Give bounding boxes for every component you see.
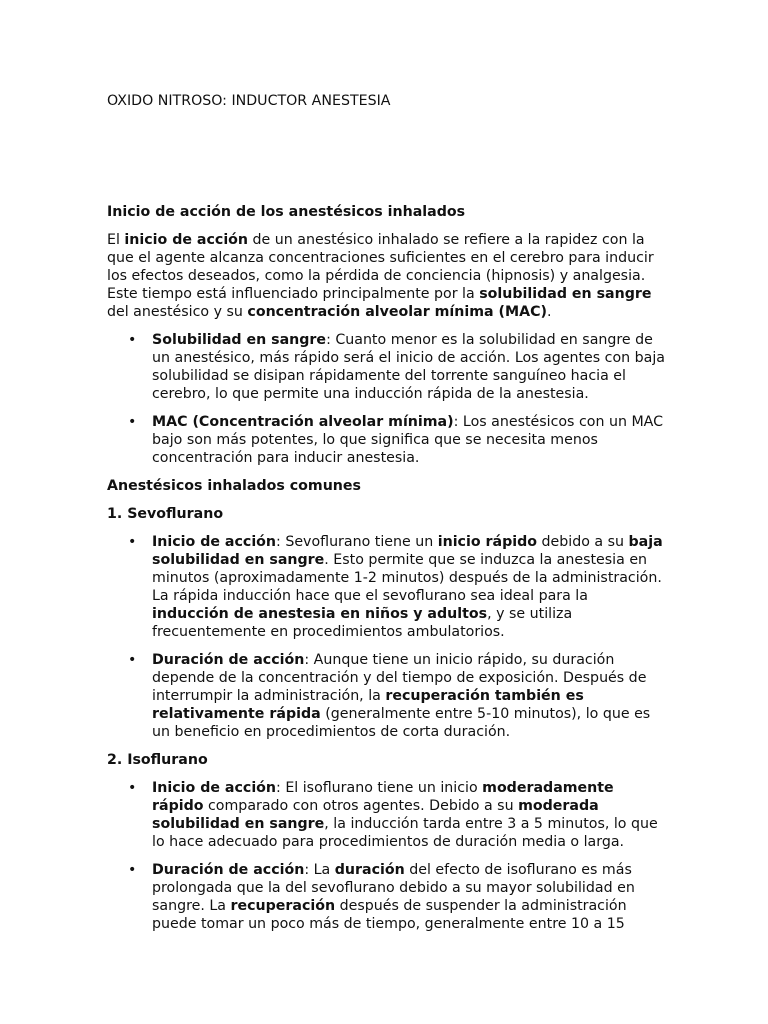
text-run: comparado con otros agentes. Debido a su — [203, 798, 519, 814]
text-run: : Cuanto menor es la solubilidad en sangre de un anestésico, más rápido será el inicio de acción. Los agentes con baja solubilidad se disipan rápidamente del torrente sanguíneo hacia el cerebro, lo que permite una inducción rápida de la anestesia. — [152, 332, 665, 402]
bold-text-run: MAC (Concentración alveolar mínima) — [152, 414, 454, 430]
text-run: : El isoflurano tiene un inicio — [276, 780, 483, 796]
section-heading-comunes: Anestésicos inhalados comunes — [107, 478, 361, 494]
bullet-icon: • — [128, 862, 137, 878]
text-run: . Esto permite que se induzca la anestesia en minutos (aproximadamente 1-2 minutos) después de la administración. La rápida inducción hace que el sevoflurano sea ideal para la — [152, 552, 662, 604]
text-run: de un anestésico inhalado se refiere a la rapidez con la que el agente alcanza concentraciones suficientes en el cerebro para inducir los efectos deseados, como la pérdida de conciencia (hipnosis) y analgesia. Este tiempo está influenciado principalmente por la — [107, 232, 654, 302]
bullet-list-isoflurano — [107, 779, 667, 933]
list-item — [128, 861, 667, 933]
bold-text-run: solubilidad en sangre — [479, 286, 652, 302]
bold-text-run: Inicio de acción — [152, 780, 277, 796]
bold-text-run: inicio rápido — [437, 534, 538, 550]
bullet-list-factors — [107, 331, 667, 467]
bold-text-run: Inicio de acción — [152, 534, 277, 550]
bullet-icon: • — [128, 780, 137, 796]
bold-text-run: concentración alveolar mínima (MAC) — [247, 304, 548, 320]
document-body — [107, 203, 667, 943]
list-item — [128, 651, 667, 741]
subheading-isoflurano: 2. Isoflurano — [107, 752, 208, 768]
list-item — [128, 413, 667, 467]
bold-text-run: recuperación también es relativamente rápida — [152, 688, 584, 722]
list-item — [128, 779, 667, 851]
section-heading-inicio: Inicio de acción de los anestésicos inhalados — [107, 204, 466, 220]
text-run: El — [107, 232, 125, 248]
intro-paragraph — [107, 231, 667, 321]
bold-text-run: Duración de acción — [152, 862, 305, 878]
bold-text-run: moderadamente rápido — [152, 780, 614, 814]
text-run: : La — [304, 862, 335, 878]
text-run: : Aunque tiene un inicio rápido, su duración depende de la concentración y del tiempo de exposición. Después de interrumpir la administración, la — [152, 652, 647, 704]
bullet-icon: • — [128, 414, 137, 430]
document-title: OXIDO NITROSO: INDUCTOR ANESTESIA — [107, 93, 391, 109]
bold-text-run: recuperación — [230, 898, 336, 914]
bullet-icon: • — [128, 534, 137, 550]
list-item — [128, 533, 667, 641]
text-run: , la inducción tarda entre 3 a 5 minutos, lo que lo hace adecuado para procedimientos de duración media o larga. — [152, 816, 658, 850]
text-run: , y se utiliza frecuentemente en procedimientos ambulatorios. — [152, 606, 573, 640]
list-item — [128, 331, 667, 403]
bold-text-run: duración — [334, 862, 405, 878]
bullet-list-sevoflurano — [107, 533, 667, 741]
text-run: del efecto de isoflurano es más prolongada que la del sevoflurano debido a su mayor solubilidad en sangre. La — [152, 862, 635, 914]
text-run: : Los anestésicos con un MAC bajo son más potentes, lo que significa que se necesita menos concentración para inducir anestesia. — [152, 414, 664, 466]
bold-text-run: moderada solubilidad en sangre — [152, 798, 599, 832]
bold-text-run: Solubilidad en sangre — [152, 332, 327, 348]
bold-text-run: inducción de anestesia en niños y adultos — [152, 606, 488, 622]
bullet-icon: • — [128, 332, 137, 348]
bold-text-run: Duración de acción — [152, 652, 305, 668]
text-run: después de suspender la administración puede tomar un poco más de tiempo, generalmente entre 10 a 15 — [152, 898, 627, 932]
text-run: : Sevoflurano tiene un — [276, 534, 438, 550]
text-run: (generalmente entre 5-10 minutos), lo que es un beneficio en procedimientos de corta duración. — [152, 706, 651, 740]
bold-text-run: inicio de acción — [124, 232, 249, 248]
bold-text-run: baja solubilidad en sangre — [152, 534, 663, 568]
text-run: . — [547, 304, 552, 320]
text-run: del anestésico y su — [107, 304, 248, 320]
subheading-sevoflurano: 1. Sevoflurano — [107, 506, 224, 522]
bullet-icon: • — [128, 652, 137, 668]
text-run: debido a su — [537, 534, 629, 550]
